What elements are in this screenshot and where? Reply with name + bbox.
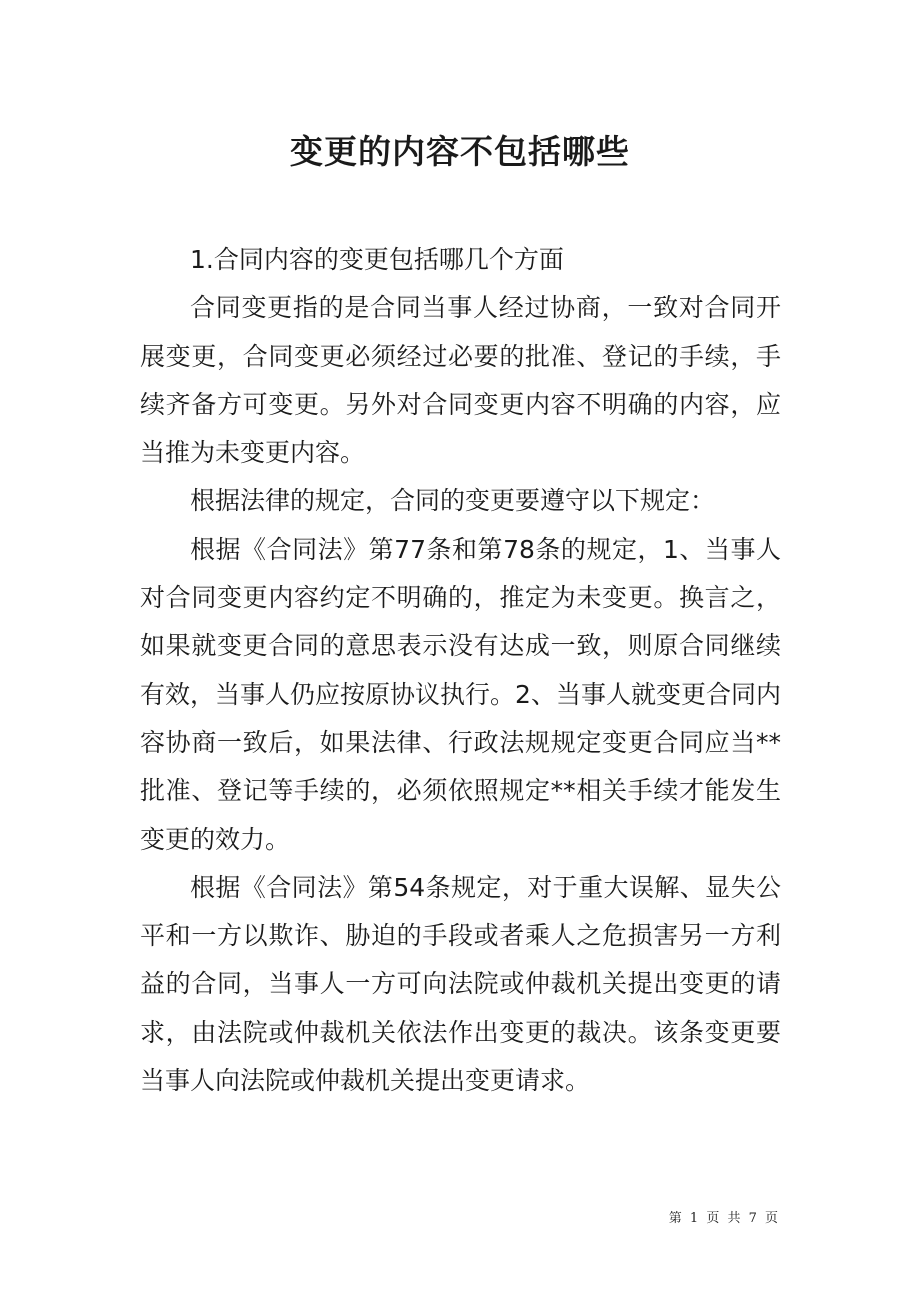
page-title: 变更的内容不包括哪些 [290, 132, 630, 171]
body-text [140, 236, 781, 1105]
paragraph: 根据《合同法》第54条规定，对于重大误解、显失公平和一方以欺诈、胁迫的手段或者乘人之危损害另一方利益的合同，当事人一方可向法院或仲裁机关提出变更的请求，由法院或仲裁机关依法作出变更的裁决。该条变更要当事人向法院或仲裁机关提出变更请求。 [140, 872, 781, 1096]
paragraph-heading: 1.合同内容的变更包括哪几个方面 [190, 245, 564, 274]
page-footer: 第 1 页 共 7 页 [668, 1211, 780, 1226]
paragraph: 根据法律的规定，合同的变更要遵守以下规定： [190, 486, 716, 516]
paragraph: 合同变更指的是合同当事人经过协商，一致对合同开展变更，合同变更必须经过必要的批准、登记的手续，手续齐备方可变更。另外对合同变更内容不明确的内容，应当推为未变更内容。 [140, 293, 781, 468]
paragraph: 根据《合同法》第77条和第78条的规定，1、当事人对合同变更内容约定不明确的，推定为未变更。换言之，如果就变更合同的意思表示没有达成一致，则原合同继续有效，当事人仍应按原协议执行。2、当事人就变更合同内容协商一致后，如果法律、行政法规规定变更合同应当**批准、登记等手续的，必须依照规定**相关手续才能发生变更的效力。 [140, 534, 781, 854]
